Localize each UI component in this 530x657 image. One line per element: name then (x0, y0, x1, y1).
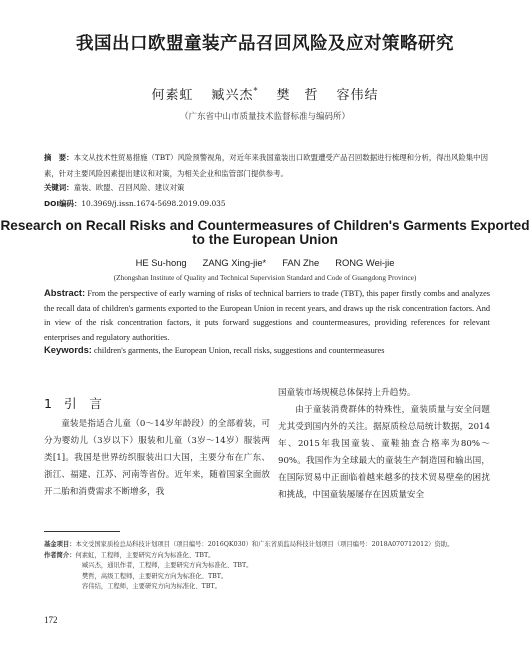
paper-title-en: Research on Recall Risks and Countermeasures of Children's Garments Exported to the European Union (0, 218, 530, 247)
section-heading: 1 引 言 (44, 396, 102, 411)
authors-cn (0, 84, 530, 103)
author-1-cn: 何素虹 (151, 88, 194, 103)
author-bio-1: 作者简介：何素虹，工程师，主要研究方向为标准化、TBT。 (44, 551, 215, 559)
body-paragraph: 童装是指适合儿童（0～14岁年龄段）的全部着装，可分为婴幼儿（3岁以下）服装和儿童（3岁～14岁）服装两类[1]。我国是世界纺织服装出口大国，主要分布在广东、浙江、福建、江苏、河南等省份。近年来，随着国家全面放开二胎和消费需求不断增多，我 (44, 419, 270, 497)
keywords-en: Keywords: children's garments, the European Union, recall risks, suggestions and countermeasures (44, 344, 385, 355)
author-bio-3: 樊哲，高级工程师，主要研究方向为标准化、TBT。 (82, 572, 228, 580)
body-paragraph-continued: 国童装市场规模总体保持上升趋势。 (278, 388, 416, 398)
footnote-rule (44, 531, 120, 532)
keywords-cn: 关键词：童装、欧盟、召回风险、建议对策 (44, 183, 185, 192)
author-4-cn: 容伟结 (336, 88, 379, 103)
body-right-column (278, 385, 490, 504)
affiliation-cn: （广东省中山市质量技术监督标准与编码所） (179, 112, 350, 122)
author-2-cn: 臧兴杰* (211, 86, 259, 103)
author-bio-4: 容伟结，工程师，主要研究方向为标准化、TBT。 (82, 583, 221, 590)
paper-title-cn: 我国出口欧盟童装产品召回风险及应对策略研究 (76, 34, 454, 54)
page-number: 172 (44, 615, 58, 625)
doi: DOI编码：10.3969/j.issn.1674-5698.2019.09.035 (44, 199, 226, 208)
abstract-cn: 摘 要：本文从技术性贸易措施（TBT）风险预警视角，对近年来我国童装出口欧盟遭受产品召回数据进行梳理和分析，得出风险集中因素，针对主要风险因素提出建议和对策，为相关企业和监管部门提供参考。 (44, 153, 488, 178)
authors-en: HE Su-hong ZANG Xing-jie* FAN Zhe RONG Wei-jie (135, 257, 395, 268)
body-paragraph: 由于童装消费群体的特殊性，童装质量与安全问题尤其受到国内外的关注。据原质检总局统计数据，2014年、2015年我国童装、童鞋抽查合格率为80%～90%。我国作为全球最大的童装生产制造国和输出国，在国际贸易中正面临着越来越多的技术贸易壁垒的困扰和挑战，中国童装屡屡存在因质量安全 (278, 405, 490, 500)
author-bio-2: 臧兴杰，通讯作者，工程师，主要研究方向为标准化、TBT。 (82, 562, 253, 569)
abstract-en: Abstract: From the perspective of early warning of risks of technical barriers to trade (TBT), this paper firstly combs and analyzes the recall data of children's garments exported to the European Union in recent years, and draws up the risk concentration factors. And in view of the risk concentration factors, it puts forward suggestions and countermeasures, providing references for relevant enterprises and regulatory authorities. (44, 287, 491, 342)
body-left-column (44, 416, 270, 501)
fund-note: 基金项目：本文受国家质检总局科技计划项目（项目编号：2016QK030）和广东省质监局科技计划项目（项目编号：2018A070712012）资助。 (44, 541, 454, 548)
author-3-cn: 樊 哲 (276, 88, 319, 103)
affiliation-en: (Zhongshan Institute of Quality and Technical Supervision Standard and Code of Guangdong Province) (113, 273, 417, 282)
footnotes (44, 540, 504, 593)
